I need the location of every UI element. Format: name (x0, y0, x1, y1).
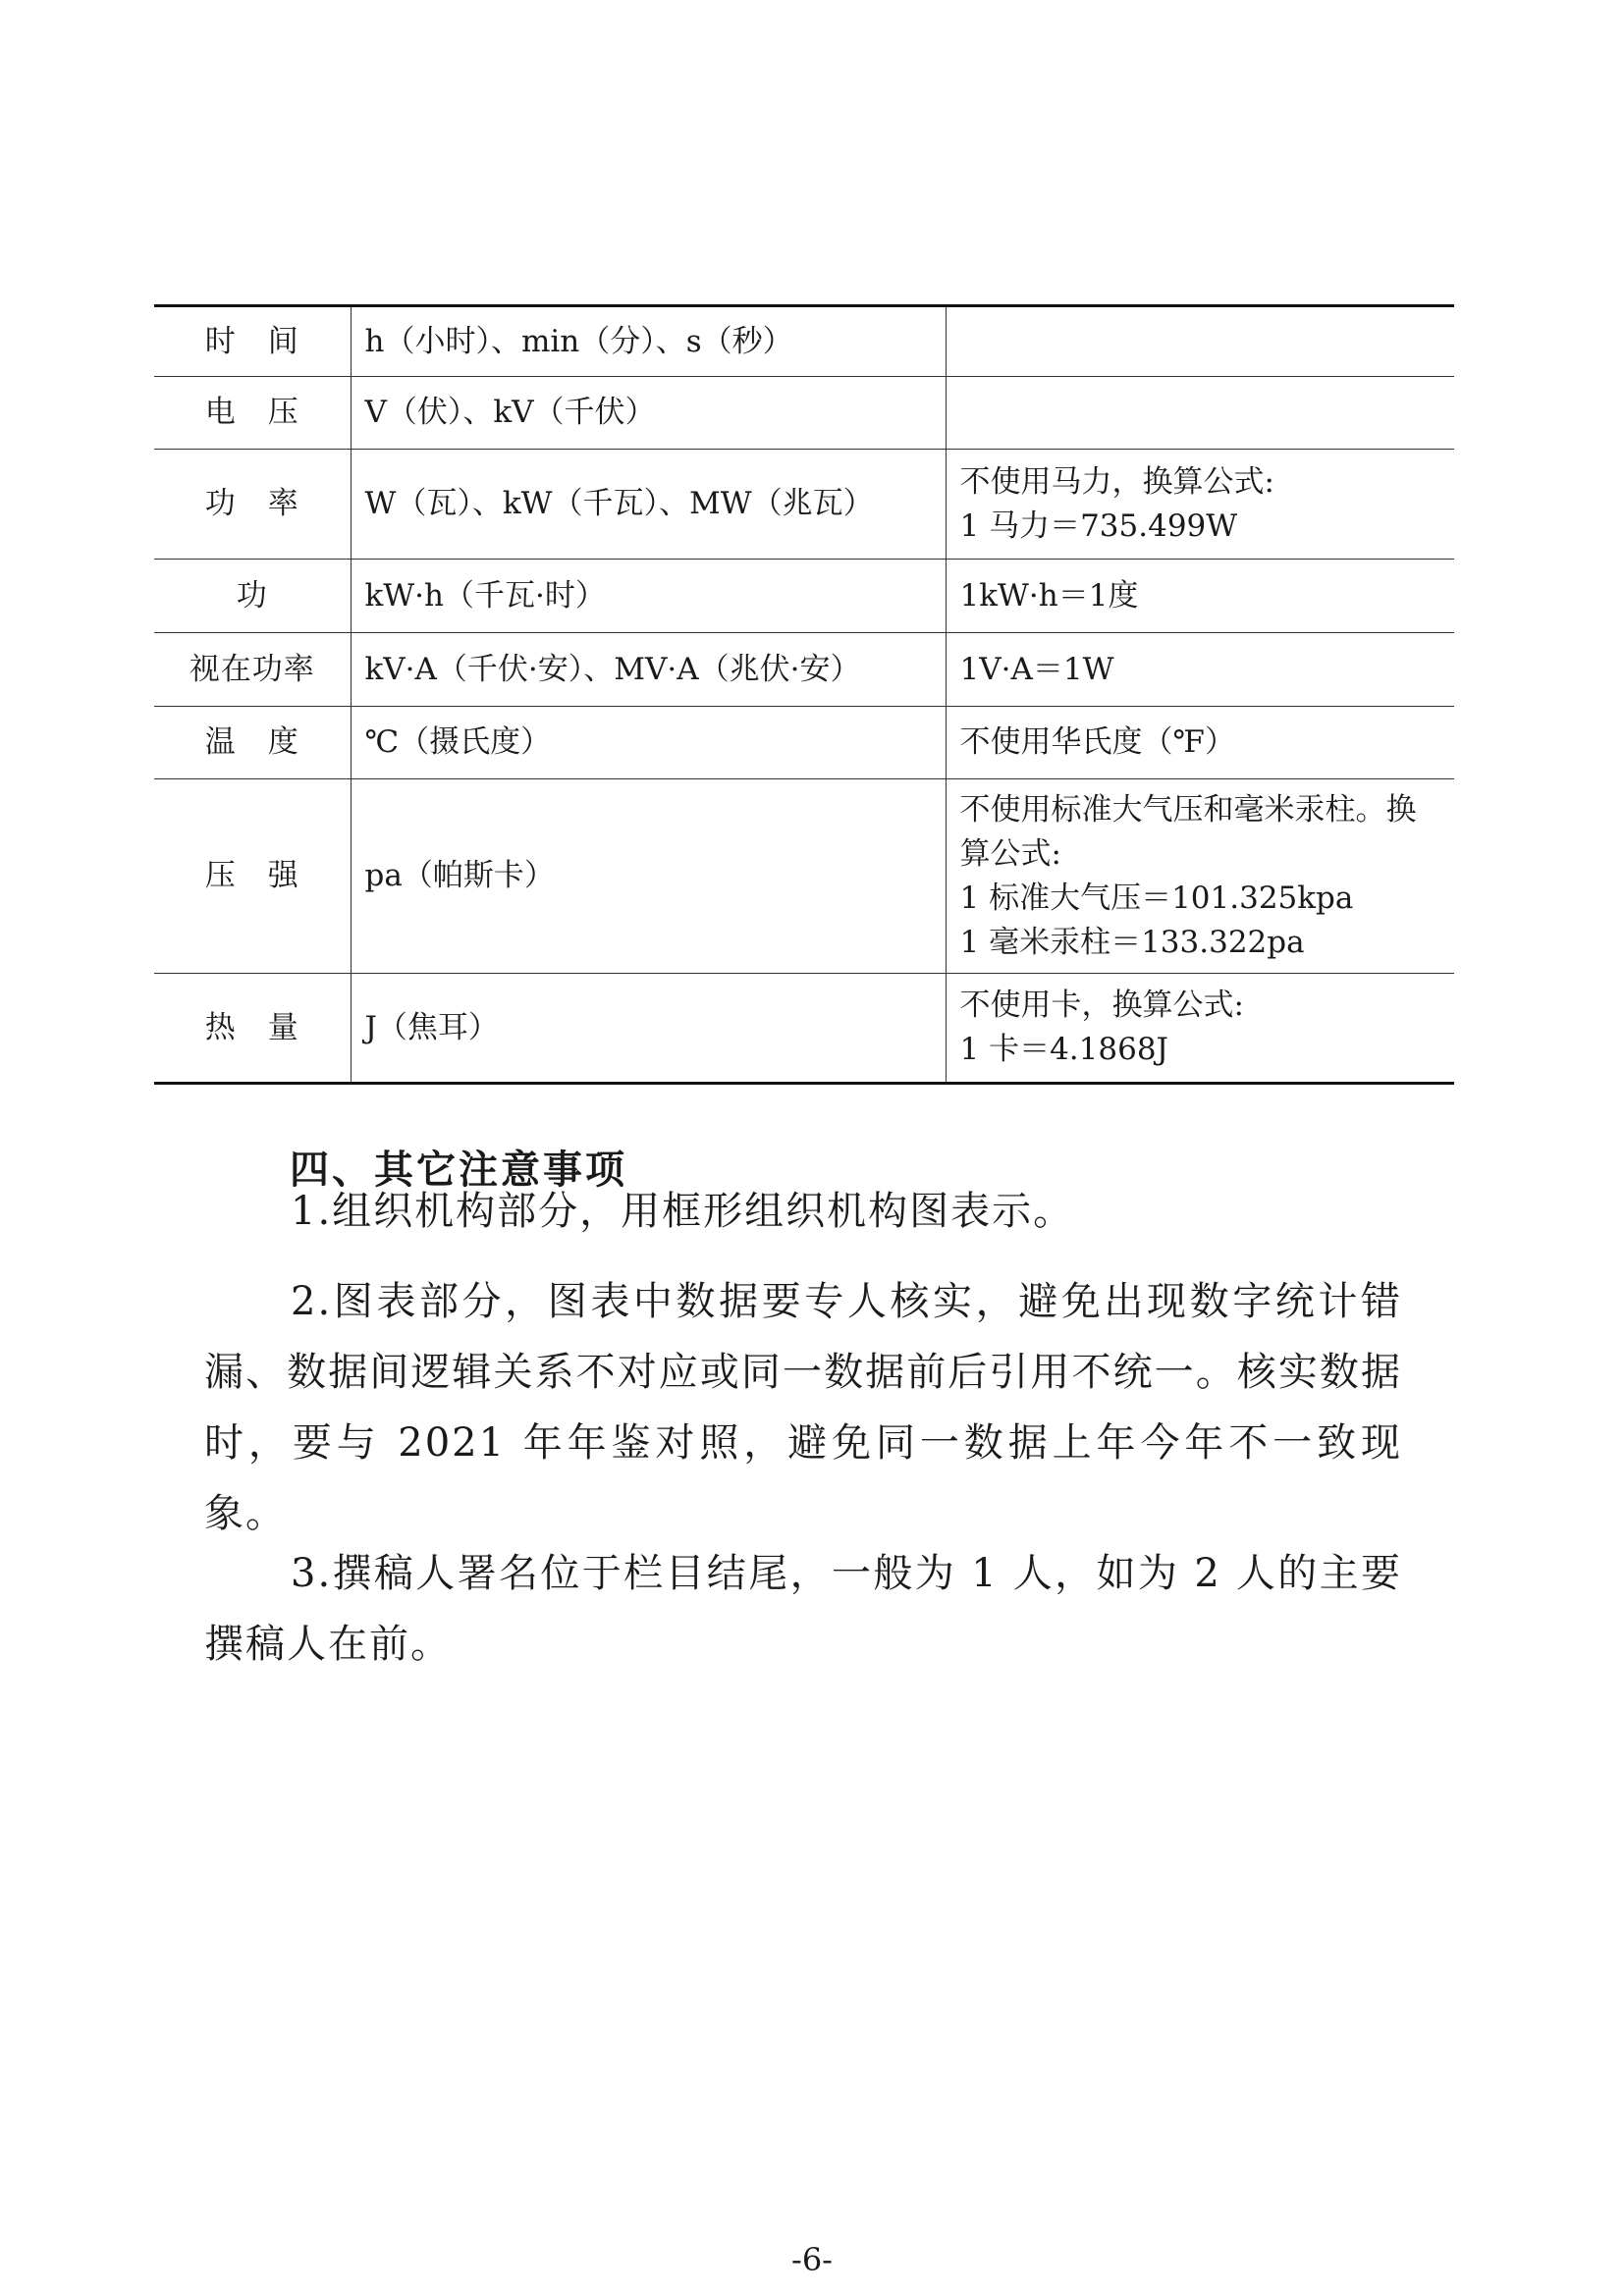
note-cell (946, 779, 1454, 974)
note-line: 1 标准大气压＝101.325kpa (959, 880, 1354, 916)
quantity-cell: 压 强 (154, 779, 351, 974)
paragraph: 2.图表部分，图表中数据要专人核实，避免出现数字统计错漏、数据间逻辑关系不对应或同一数据前后引用不统一。核实数据时，要与 2021 年年鉴对照，避免同一数据上年今年不一致现象。 (204, 1279, 1402, 1536)
table-row (154, 779, 1454, 974)
table-row (154, 633, 1454, 707)
note-cell (946, 560, 1454, 633)
unit-cell: ℃（摄氏度） (351, 707, 946, 779)
unit-cell: kW·h（千瓦·时） (351, 560, 946, 633)
quantity-cell: 视在功率 (154, 633, 351, 707)
page-number: -6- (791, 2241, 833, 2278)
note-line: 1 马力＝735.499W (959, 507, 1238, 544)
note-line: 1 卡＝4.1868J (959, 1032, 1168, 1067)
table-row (154, 707, 1454, 779)
table-row (154, 974, 1454, 1084)
note-cell (946, 974, 1454, 1084)
unit-cell: J（焦耳） (351, 974, 946, 1084)
unit-cell: h（小时）、min（分）、s（秒） (351, 306, 946, 377)
unit-cell: V（伏）、kV（千伏） (351, 377, 946, 450)
note-line: 不使用马力，换算公式: (959, 463, 1274, 500)
quantity-cell: 功 (154, 560, 351, 633)
note-line: 1V·A＝1W (959, 651, 1114, 687)
note-line: 不使用华氏度（℉） (959, 724, 1235, 760)
note-line: 算公式: (959, 835, 1061, 872)
quantity-cell: 电 压 (154, 377, 351, 450)
note-line: 不使用标准大气压和毫米汞柱。换 (959, 791, 1417, 828)
paragraph: 3.撰稿人署名位于栏目结尾，一般为 1 人，如为 2 人的主要撰稿人在前。 (204, 1551, 1402, 1667)
section-heading: 四、其它注意事项 (290, 1148, 627, 1193)
unit-cell: pa（帕斯卡） (351, 779, 946, 974)
quantity-cell: 温 度 (154, 707, 351, 779)
note-cell (946, 377, 1454, 450)
paragraph: 1.组织机构部分，用框形组织机构图表示。 (291, 1189, 1075, 1234)
quantity-cell: 时 间 (154, 306, 351, 377)
note-line: 1 毫米汞柱＝133.322pa (959, 924, 1305, 960)
table-row (154, 560, 1454, 633)
note-cell (946, 633, 1454, 707)
note-line: 不使用卡，换算公式: (959, 988, 1244, 1023)
unit-conversion-table (154, 304, 1454, 1085)
table-row (154, 377, 1454, 450)
note-line: 1kW·h＝1度 (959, 577, 1139, 614)
unit-cell: W（瓦）、kW（千瓦）、MW（兆瓦） (351, 450, 946, 560)
quantity-cell: 热 量 (154, 974, 351, 1084)
quantity-cell: 功 率 (154, 450, 351, 560)
unit-cell: kV·A（千伏·安）、MV·A（兆伏·安） (351, 633, 946, 707)
table-row (154, 450, 1454, 560)
note-cell (946, 707, 1454, 779)
note-cell (946, 306, 1454, 377)
table-row (154, 306, 1454, 377)
note-cell (946, 450, 1454, 560)
